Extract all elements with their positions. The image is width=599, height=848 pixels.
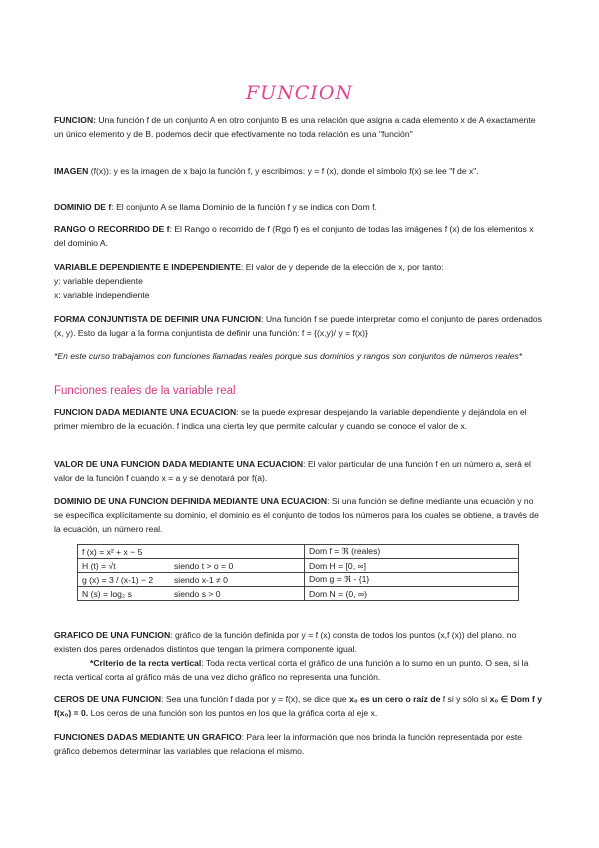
table-cell-condition: siendo t > o = 0	[174, 560, 234, 571]
table-cell-condition: siendo s > 0	[174, 588, 221, 599]
paragraph-funcion: FUNCION: Una función f de un conjunto A en otro conjunto B es una relación que asigna a cada elemento x de A exactamente un único elemento y de B. podemos decir que efectivamente no toda relación es una "función"	[54, 115, 536, 140]
paragraph-grafico-dadas: FUNCIONES DADAS MEDIANTE UN GRAFICO: Para leer la información que nos brinda la función representada por este gráfico debemos determinar las variables que relaciona el mismo.	[54, 732, 523, 757]
note-reales: *En este curso trabajamos con funciones llamadas reales porque sus dominios y rangos son conjuntos de números reales*	[54, 351, 523, 361]
paragraph-dominio: DOMINIO DE f: El conjunto A se llama Dominio de la función f y se indica con Dom f.	[54, 202, 377, 212]
table-cell-domain: Dom f = ℜ (reales)	[305, 545, 519, 559]
paragraph-criterio: *Criterio de la recta vertical: Toda recta vertical corta el gráfico de una función a lo sumo en un punto. O sea, si la recta vertical corta al gráfico más de una vez dicho gráfico no representa una función.	[54, 658, 529, 683]
functions-table	[77, 544, 519, 601]
table-cell-condition: siendo x-1 ≠ 0	[174, 574, 228, 585]
page-title: FUNCION	[245, 82, 354, 104]
table-row	[78, 587, 519, 601]
table-cell-domain: Dom H = [0, ∞]	[305, 559, 519, 573]
table-cell-domain: Dom g = ℜ - {1}	[305, 573, 519, 587]
table-cell-domain: Dom N = (0, ∞)	[305, 587, 519, 601]
paragraph-dominio-ecuacion: DOMINIO DE UNA FUNCION DEFINIDA MEDIANTE UNA ECUACION: Si una función se define mediante una ecuación y no se especifica explícitamente su dominio, el dominio es el conjunto de todos los números para los cuales se obtiene, a través de la ecuación, un número real.	[54, 496, 539, 535]
table-row	[78, 573, 519, 587]
table-cell-function: f (x) = x² + x − 5	[82, 546, 143, 557]
paragraph-valor: VALOR DE UNA FUNCION DADA MEDIANTE UNA ECUACION: El valor particular de una función f en un número a, será el valor de la función f cuando x = a y se denotará por f(a).	[54, 459, 531, 484]
paragraph-variable: VARIABLE DEPENDIENTE E INDEPENDIENTE: El valor de y depende de la elección de x, por tanto: y: variable dependiente x: variable independiente	[54, 262, 444, 301]
paragraph-ecuacion: FUNCION DADA MEDIANTE UNA ECUACION: se la puede expresar despejando la variable dependiente y dejándola en el primer miembro de la ecuación. f indica una cierta ley que permite calcular y cuando se conoce el valor de x.	[54, 407, 527, 432]
table-cell-function: H (t) = √t	[82, 560, 116, 571]
paragraph-imagen: IMAGEN (f(x)): y es la imagen de x bajo la función f, y escribimos: y = f (x), donde el símbolo f(x) se lee "f de x".	[54, 166, 479, 176]
paragraph-ceros: CEROS DE UNA FUNCION: Sea una función f dada por y = f(x), se dice que x₀ es un cero o raíz de f si y sólo si x₀ ∈ Dom f y f(x₀) = 0. Los ceros de una función son los puntos en los que la gráfica corta al eje x.	[54, 694, 543, 719]
table-cell-function: N (s) = log₂ s	[82, 588, 132, 599]
section-heading: Funciones reales de la variable real	[54, 385, 236, 397]
paragraph-rango: RANGO O RECORRIDO DE f: El Rango o recorrido de f (Rgo f) es el conjunto de todas las imágenes f (x) de los elementos x del dominio A.	[54, 224, 534, 249]
table-cell-function: g (x) = 3 / (x-1) − 2	[82, 574, 154, 585]
table-row	[78, 545, 519, 559]
table-row	[78, 559, 519, 573]
paragraph-forma-conjuntista: FORMA CONJUNTISTA DE DEFINIR UNA FUNCION: Una función f se puede interpretar como el conjunto de pares ordenados (x, y). Esto da lugar a la forma conjuntista de definir una función: f = {(x,y)/ y = f(x)}	[54, 314, 542, 339]
paragraph-grafico: GRAFICO DE UNA FUNCION: gráfico de la función definida por y = f (x) consta de todos los puntos (x,f (x)) del plano. no existen dos pares ordenados distintos que tengan la primera componente igual.	[54, 630, 517, 655]
